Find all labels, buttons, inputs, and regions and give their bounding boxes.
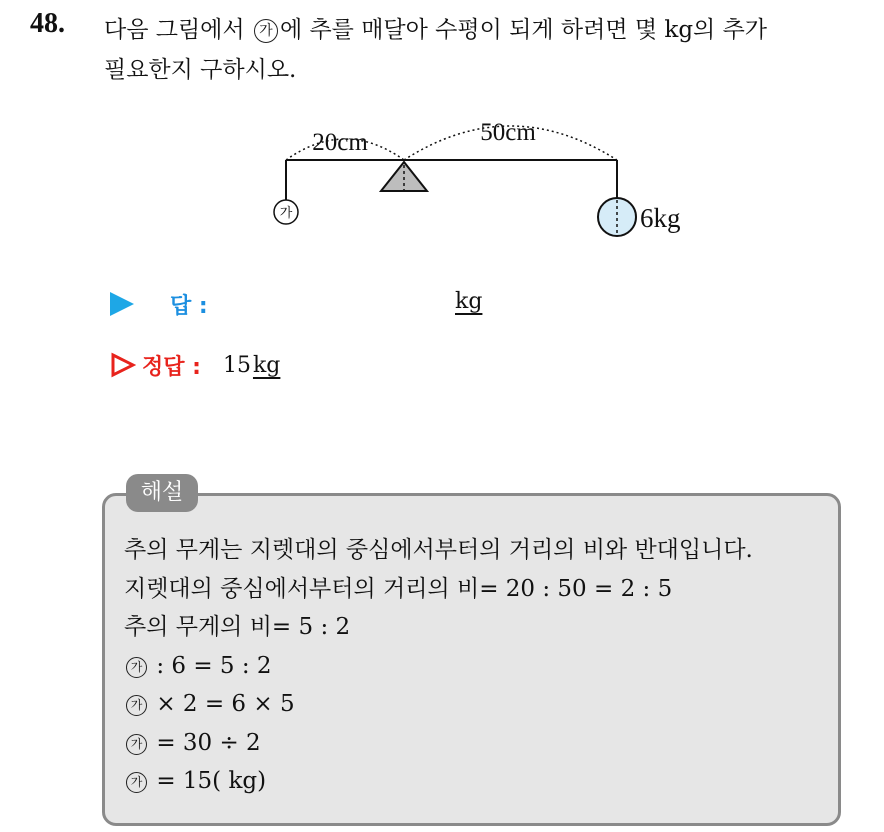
- explanation-line: [124, 570, 753, 609]
- answer-unit: kg: [455, 289, 483, 314]
- explanation-line: [124, 608, 753, 647]
- question-number: 48.: [30, 8, 65, 39]
- correct-answer-value: [223, 353, 280, 378]
- circled-ga-symbol: 가: [126, 657, 147, 678]
- explanation-text: 추의 무게의 비= 5 : 2: [124, 614, 351, 640]
- circled-ga-symbol: 가: [126, 695, 147, 716]
- answer-row: [110, 287, 208, 321]
- explanation-text: 지렛대의 중심에서부터의 거리의 비= 20 : 50 = 2 : 5: [124, 575, 673, 602]
- explanation-line: [124, 531, 753, 570]
- circled-ga-symbol: 가: [126, 772, 147, 793]
- answer-label: 답 :: [170, 293, 208, 319]
- explanation-line: [124, 647, 753, 686]
- explanation-text: 추의 무게는 지렛대의 중심에서부터의 거리의 비와 반대입니다.: [124, 537, 753, 563]
- correct-answer-row: [110, 348, 280, 382]
- question-line1-end: 에 추를 매달아 수평이 되게 하려면 몇 kg의 추가: [279, 17, 768, 43]
- left-distance-label: 20cm: [312, 129, 368, 156]
- explanation-text: × 2 = 6 × 5: [156, 691, 295, 717]
- explanation-text: : 6 = 5 : 2: [156, 652, 272, 679]
- correct-answer-number: 15: [222, 352, 251, 378]
- correct-answer-unit: kg: [252, 352, 281, 378]
- left-weight-label: 가: [279, 206, 293, 221]
- explanation-text: = 30 ÷ 2: [156, 729, 261, 756]
- explanation-text: = 15( kg): [156, 768, 267, 794]
- lever-diagram: [0, 0, 884, 280]
- explanation-line: [124, 762, 753, 801]
- circled-ga-symbol: 가: [126, 734, 147, 755]
- outline-arrow-icon: [110, 352, 136, 378]
- explanation-line: [124, 685, 753, 724]
- correct-answer-label: 정답 :: [142, 354, 201, 380]
- right-distance-label: 50cm: [480, 119, 536, 146]
- explanation-tag: 해설: [126, 474, 198, 512]
- explanation-line: [124, 724, 753, 763]
- explanation-lines: [124, 531, 753, 801]
- right-weight-label: 6kg: [640, 203, 681, 233]
- circled-ga-symbol: 가: [254, 19, 278, 43]
- question-line1-start: 다음 그림에서: [104, 17, 245, 43]
- play-arrow-icon: [110, 292, 134, 316]
- question-line2: 필요한지 구하시오.: [104, 57, 297, 83]
